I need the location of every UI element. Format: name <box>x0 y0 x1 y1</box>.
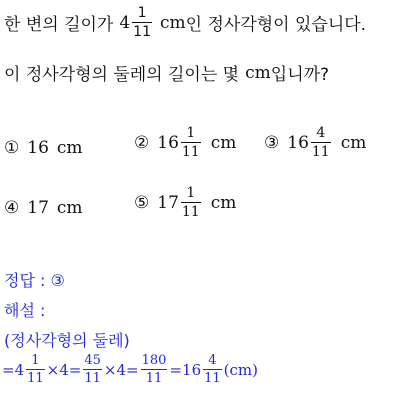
option-2-whole: 16 <box>157 132 179 153</box>
eq-times-1: ×4 <box>46 360 69 379</box>
option-3-fraction <box>311 126 331 159</box>
option-1-whole: 16 <box>27 138 49 158</box>
question-line-1-prefix: 한 변의 길이가 <box>4 15 114 35</box>
eq-sign-1: = <box>2 360 15 379</box>
question-line-2 <box>4 60 329 85</box>
option-4-unit: cm <box>56 198 83 218</box>
question-fraction <box>132 6 152 39</box>
option-5-mark: ⑤ <box>134 192 150 213</box>
option-1-unit: cm <box>56 138 83 158</box>
eq-fraction-3 <box>141 354 168 385</box>
eq-fraction-4-num: 4 <box>208 353 217 368</box>
option-5-whole: 17 <box>157 192 179 213</box>
question-unit: cm <box>160 12 186 33</box>
eq-times-2: ×4 <box>103 360 127 379</box>
eq-fraction-4 <box>203 354 222 385</box>
option-2[interactable] <box>134 126 236 159</box>
question-whole: 4 <box>119 12 131 33</box>
option-1-mark: ① <box>4 138 20 158</box>
eq-fraction-2-den: 11 <box>84 371 101 386</box>
question-fraction-numerator: 1 <box>137 5 147 21</box>
eq-fraction-2 <box>83 354 102 385</box>
eq-whole-1: 4 <box>14 360 25 379</box>
eq-fraction-1-den: 11 <box>27 371 44 386</box>
question-line-1-suffix: 인 정사각형이 있습니다. <box>185 15 367 35</box>
eq-sign-2: = <box>68 360 82 379</box>
eq-unit: (cm) <box>223 360 259 379</box>
option-5-denominator: 11 <box>181 204 200 220</box>
question-line-1 <box>4 6 366 39</box>
option-3-whole: 16 <box>287 132 309 153</box>
question-line-2-suffix: 입니까? <box>270 65 330 85</box>
option-3[interactable] <box>264 126 366 159</box>
option-2-unit: cm <box>210 132 237 153</box>
explanation-title: (정사각형의 둘레) <box>4 331 130 350</box>
option-1[interactable] <box>4 138 83 158</box>
option-2-denominator: 11 <box>181 144 200 160</box>
option-2-mark: ② <box>134 132 150 153</box>
question-line-2-unit: cm <box>245 62 271 83</box>
option-4[interactable] <box>4 198 83 218</box>
eq-sign-3: = <box>126 360 139 379</box>
eq-sign-4: = <box>169 360 183 379</box>
option-3-unit: cm <box>340 132 367 153</box>
eq-fraction-3-num: 180 <box>141 353 167 368</box>
option-5-numerator: 1 <box>186 185 196 201</box>
question-line-2-prefix: 이 정사각형의 둘레의 길이는 몇 <box>4 65 240 85</box>
answer-label: 정답 : ③ <box>4 271 65 290</box>
option-3-denominator: 11 <box>311 144 330 160</box>
option-5[interactable] <box>134 186 236 219</box>
question-fraction-denominator: 11 <box>133 24 151 40</box>
option-3-mark: ③ <box>264 132 280 153</box>
option-5-unit: cm <box>210 192 237 213</box>
explanation-label: 해설 : <box>4 301 46 320</box>
option-5-fraction <box>181 186 201 219</box>
eq-fraction-1-num: 1 <box>31 353 40 368</box>
option-4-mark: ④ <box>4 198 20 218</box>
option-2-numerator: 1 <box>186 125 196 141</box>
option-2-fraction <box>181 126 201 159</box>
eq-fraction-4-den: 11 <box>204 371 221 386</box>
eq-fraction-3-den: 11 <box>145 371 163 386</box>
eq-whole-4: 16 <box>182 360 202 379</box>
option-3-numerator: 4 <box>316 125 326 141</box>
explanation-equation <box>2 354 258 385</box>
eq-fraction-1 <box>26 354 45 385</box>
eq-fraction-2-num: 45 <box>84 353 101 368</box>
option-4-whole: 17 <box>27 198 49 218</box>
